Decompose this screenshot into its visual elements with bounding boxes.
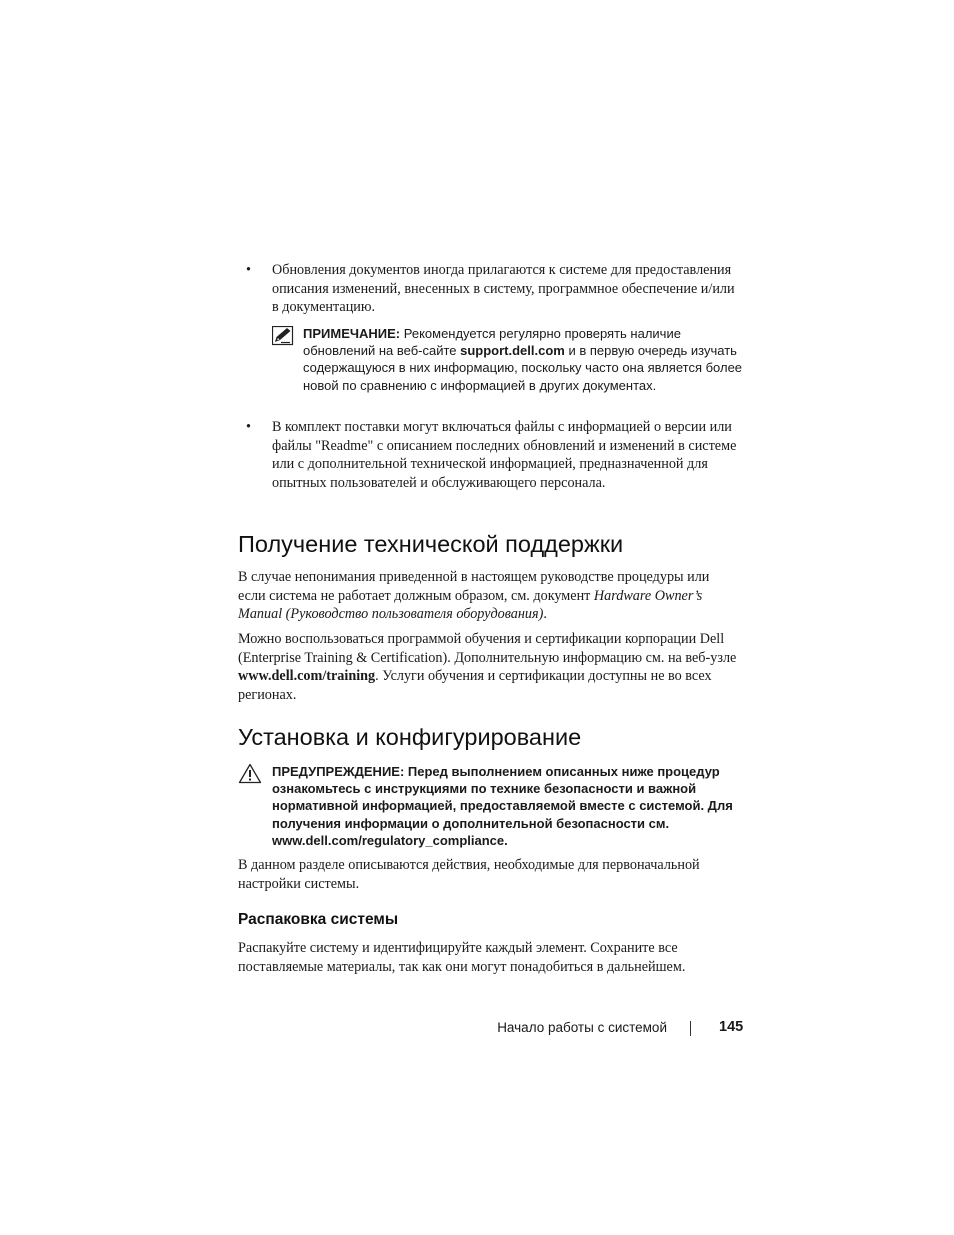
warning-text: ПРЕДУПРЕЖДЕНИЕ: Перед выполнением описанных ниже процедур ознакомьтесь с инструкциями по технике безопасности и важной нормативной информацией, предоставляемой вместе с системой. Для получения информации о дополнительной безопасности см. www.dell.com/regulatory_compliance.: [272, 764, 733, 848]
paragraph-setup-2: Распакуйте систему и идентифицируйте каждый элемент. Сохраните все поставляемые материалы, так как они могут понадобиться в дальнейшем.: [238, 940, 686, 975]
paragraph-text-end: .: [543, 606, 547, 623]
footer-divider: [690, 1021, 691, 1036]
subheading-unpacking: Распаковка системы: [238, 911, 399, 928]
bullet-marker: •: [246, 419, 251, 435]
note-pencil-icon: [272, 326, 294, 351]
note-text: [303, 325, 743, 394]
training-link[interactable]: www.dell.com/training: [238, 668, 376, 685]
note-text-part1: Рекомендуется регулярно проверять наличие обновлений на веб-сайте: [303, 326, 681, 359]
bullet-marker: •: [246, 262, 251, 278]
paragraph-support-1: [238, 568, 738, 624]
heading-setup: Установка и конфигурирование: [238, 724, 582, 750]
paragraph-text-end: . Услуги обучения и сертификации доступны не во всех регионах.: [238, 668, 712, 703]
paragraph-support-2: [238, 630, 738, 704]
note-label: ПРИМЕЧАНИЕ:: [303, 326, 401, 341]
footer-title: Начало работы с системой: [497, 1020, 667, 1035]
page-number: 145: [719, 1019, 744, 1035]
manual-title: Hardware Owner’s Manual (Руководство пользователя оборудования): [238, 587, 703, 623]
warning-triangle-icon: [238, 763, 262, 789]
paragraph-setup-1: В данном разделе описываются действия, необходимые для первоначальной настройки системы.: [238, 857, 700, 892]
bullet-text: В комплект поставки могут включаться файлы с информацией о версии или файлы "Readme" с описанием последних обновлений и изменений в системе или с дополнительной технической информацией, предназначенной для опытных пользователей и обслуживающего персонала.: [272, 419, 737, 491]
bullet-text: Обновления документов иногда прилагаются к системе для предоставления описания изменений, внесенных в систему, программное обеспечение и/или в документацию.: [272, 262, 735, 316]
paragraph-text: В случае непонимания приведенной в настоящем руководстве процедуры или если система не работает должным образом, см. документ: [238, 569, 710, 604]
heading-support: Получение технической поддержки: [238, 531, 624, 557]
paragraph-text: Можно воспользоваться программой обучения и сертификации корпорации Dell (Enterprise Training & Certification). Дополнительную информацию см. на веб-узле: [238, 631, 737, 666]
support-link[interactable]: support.dell.com: [460, 343, 565, 359]
note-text-part2: и в первую очередь изучать содержащуюся в них информацию, поскольку часто она является более новой по сравнению с информацией в других документах.: [303, 343, 743, 393]
